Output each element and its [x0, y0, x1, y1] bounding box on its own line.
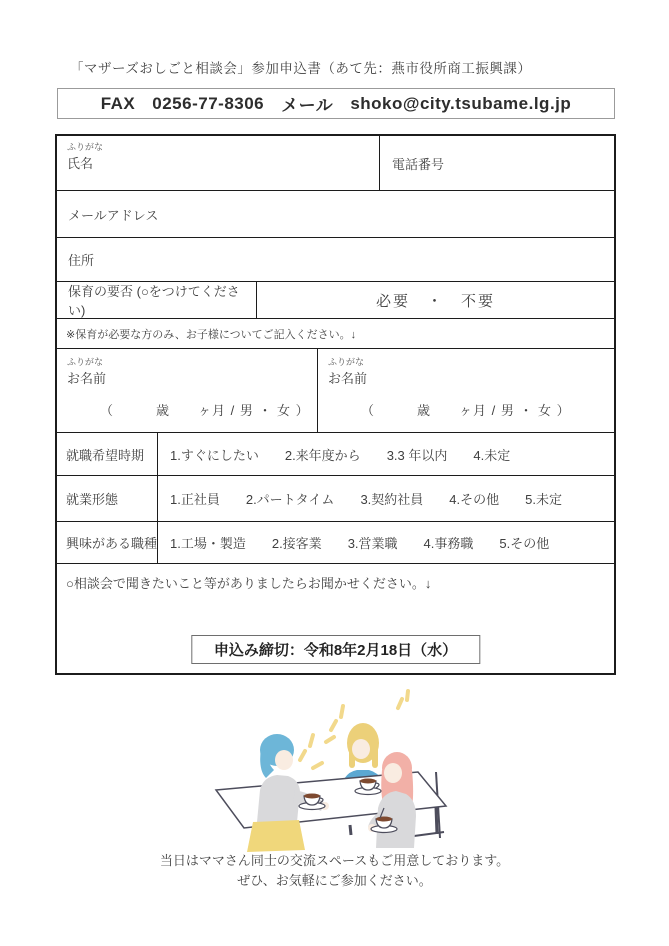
choice-option: 3.3 年以内 — [386, 447, 448, 463]
name-phone-row — [57, 136, 614, 191]
choice-option: 3.営業職 — [347, 536, 398, 551]
email-label: メールアドレス — [68, 207, 159, 223]
choice-option: 2.接客業 — [271, 536, 322, 551]
choice-option: 5.未定 — [525, 492, 562, 507]
phone-label: 電話番号 — [392, 156, 445, 172]
fax-number: 0256-77-8306 — [152, 93, 265, 113]
employment-style-options — [158, 476, 614, 521]
childcare-choice-cell — [257, 282, 614, 318]
email-field-row — [57, 191, 614, 238]
child-name-label: お名前 — [328, 370, 368, 386]
choice-option: 1.工場・製造 — [170, 536, 246, 551]
choice-option: 4.未定 — [473, 447, 511, 463]
mail-label: メール — [281, 96, 334, 115]
choice-option: 5.その他 — [499, 536, 550, 551]
job-timing-row — [57, 433, 614, 476]
choice-option: 2.来年度から — [284, 447, 361, 463]
comments-prompt: ○相談会で聞きたいこと等がありましたらお聞かせください。↓ — [66, 576, 432, 591]
child-age-gender-line: （ 歳 ヶ月 / 男 ・ 女 ） — [361, 402, 571, 418]
choice-option: 1.正社員 — [170, 492, 220, 507]
name-field-cell — [57, 136, 380, 190]
page-title: 「マザーズおしごと相談会」参加申込書（あて先：燕市役所商工振興課） — [70, 61, 532, 76]
footer-line-2: ぜひ、お気軽にご参加ください。 — [237, 873, 432, 889]
comments-row — [57, 564, 614, 673]
child-1-cell — [57, 349, 318, 432]
contact-bar — [57, 88, 615, 119]
fax-label: FAX — [100, 93, 136, 113]
job-timing-options — [158, 433, 614, 475]
choice-option: 4.その他 — [449, 492, 500, 507]
child-age-gender-line: （ 歳 ヶ月 / 男 ・ 女 ） — [100, 402, 310, 418]
furigana-label: ふりがな — [67, 357, 104, 367]
footer-line-1: 当日はママさん同士の交流スペースもご用意しております。 — [159, 853, 510, 868]
deadline-box: 申込み締切：令和8年2月18日（水） — [191, 635, 480, 664]
address-field-row — [57, 238, 614, 282]
childcare-label: 保育の要否 (○をつけてください) — [68, 284, 240, 318]
choice-option: 3.契約社員 — [360, 492, 424, 507]
footer-note — [0, 851, 669, 891]
child-2-cell — [318, 349, 614, 432]
childcare-choices: 必要 ・ 不要 — [375, 292, 495, 310]
job-interest-label: 興味がある職種 — [57, 522, 158, 563]
job-timing-label: 就職希望時期 — [57, 433, 158, 475]
child-name-label: お名前 — [67, 370, 107, 386]
children-row — [57, 349, 614, 433]
application-table — [55, 134, 616, 675]
job-interest-row — [57, 522, 614, 564]
employment-style-label: 就業形態 — [57, 476, 158, 521]
sparkle-marks-left — [300, 735, 322, 768]
email-address: shoko@city.tsubame.lg.jp — [350, 93, 572, 113]
choice-option: 4.事務職 — [423, 536, 474, 551]
childcare-label-cell — [57, 282, 257, 318]
address-label: 住所 — [68, 253, 95, 268]
childcare-note: ※保育が必要な方のみ、お子様についてご記入ください。↓ — [66, 328, 357, 341]
furigana-label: ふりがな — [328, 357, 365, 367]
furigana-label: ふりがな — [67, 142, 104, 152]
choice-option: 1.すぐにしたい — [170, 447, 259, 463]
job-interest-options — [158, 522, 614, 563]
childcare-note-row — [57, 319, 614, 349]
employment-style-row — [57, 476, 614, 522]
cafe-illustration — [200, 686, 470, 854]
phone-field-cell — [380, 136, 614, 190]
childcare-row — [57, 282, 614, 319]
choice-option: 2.パートタイム — [245, 492, 335, 507]
name-label: 氏名 — [67, 155, 94, 171]
